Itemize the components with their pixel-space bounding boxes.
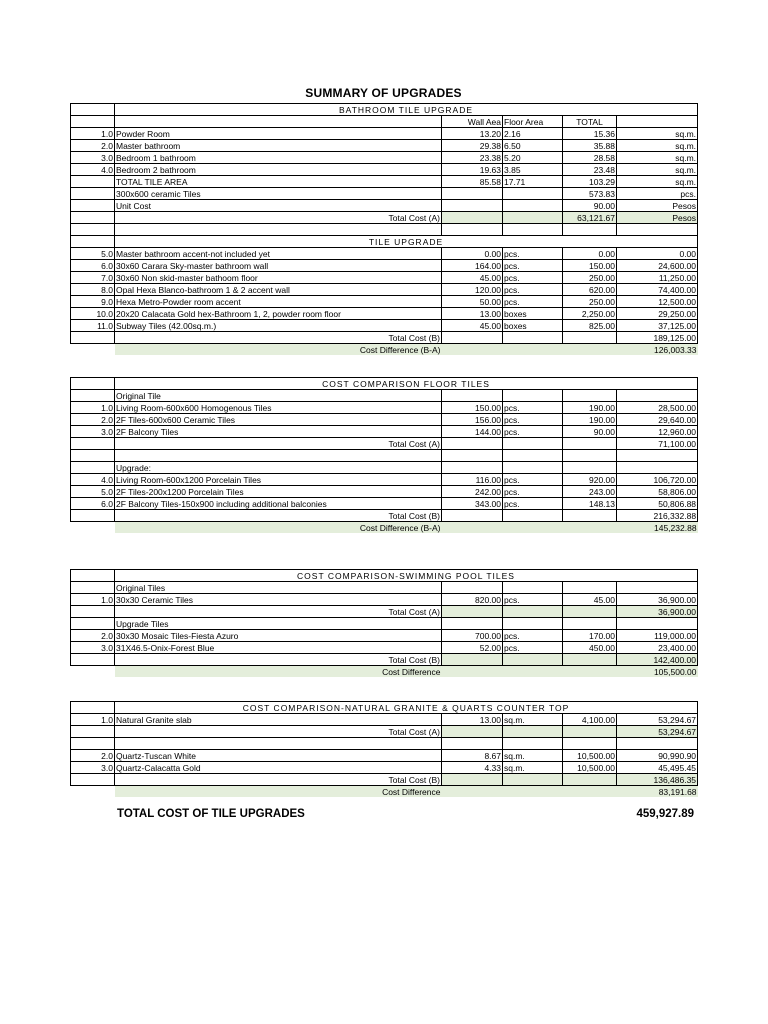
cell-amount: 11,250.00: [617, 272, 698, 284]
table-row: [71, 594, 698, 606]
cost-difference-value: 83,191.68: [617, 786, 698, 798]
cell-quantity: 343.00: [442, 498, 503, 510]
cell-unit-price: 2,250.00: [563, 308, 617, 320]
table-row: [71, 474, 698, 486]
table-row: [71, 320, 698, 332]
cell-unit: pcs.: [503, 486, 563, 498]
item-name: Quartz-Tuscan White: [115, 750, 442, 762]
cell-unit-price: 0.00: [563, 248, 617, 260]
cell-unit-price: 148.13: [563, 498, 617, 510]
table-row: [71, 402, 698, 414]
table-row: [71, 774, 698, 786]
cell-wall: 85.58: [442, 176, 503, 188]
cell-amount: 23,400.00: [617, 642, 698, 654]
cell-amount: 36,900.00: [617, 594, 698, 606]
cost-difference-row: [71, 786, 698, 798]
group-label: Upgrade Tiles: [115, 618, 442, 630]
total-cost-label: Total Cost (B): [115, 654, 442, 666]
cell-quantity: 156.00: [442, 414, 503, 426]
cell-total: 90.00: [563, 200, 617, 212]
table-row: [71, 272, 698, 284]
cell-amount: 0.00: [617, 248, 698, 260]
total-cost-value: 189,125.00: [617, 332, 698, 344]
item-number: 7.0: [71, 272, 115, 284]
total-cost-label: Total Cost (A): [115, 726, 442, 738]
cell-unit: Pesos: [617, 212, 698, 224]
cell-unit: pcs.: [503, 284, 563, 296]
cost-difference-row: [71, 666, 698, 678]
item-number: 3.0: [71, 426, 115, 438]
item-name: 2F Balcony Tiles-150x900 including additional balconies: [115, 498, 442, 510]
cell-quantity: 242.00: [442, 486, 503, 498]
group-label: Original Tile: [115, 390, 442, 402]
cell-unit: pcs.: [503, 260, 563, 272]
section-header: BATHROOM TILE UPGRADE: [115, 104, 698, 116]
cell-unit: sq.m.: [617, 176, 698, 188]
cell-unit-price: 243.00: [563, 486, 617, 498]
item-name: 2F Tiles-600x600 Ceramic Tiles: [115, 414, 442, 426]
cell-floor: 5.20: [503, 152, 563, 164]
cost-difference-label: Cost Difference: [115, 786, 442, 798]
item-number: 2.0: [71, 414, 115, 426]
section-header: COST COMPARISON FLOOR TILES: [115, 378, 698, 390]
item-number: 3.0: [71, 642, 115, 654]
cell-unit: sq.m.: [503, 750, 563, 762]
item-name: Hexa Metro-Powder room accent: [115, 296, 442, 308]
cell-unit: pcs.: [503, 248, 563, 260]
cell-amount: 45,495.45: [617, 762, 698, 774]
item-number: 4.0: [71, 164, 115, 176]
cell-total: 103.29: [563, 176, 617, 188]
cell-quantity: 13.00: [442, 308, 503, 320]
cell-unit: pcs.: [503, 594, 563, 606]
cell-unit: pcs.: [503, 402, 563, 414]
cell-unit: sq.m.: [617, 128, 698, 140]
cell-unit: sq.m.: [617, 152, 698, 164]
cell-unit: boxes: [503, 308, 563, 320]
cell-quantity: 0.00: [442, 248, 503, 260]
table-row: [71, 152, 698, 164]
cell-quantity: 45.00: [442, 320, 503, 332]
counter-top-table: [70, 701, 698, 797]
item-number: 1.0: [71, 402, 115, 414]
row-label: TOTAL TILE AREA: [115, 176, 442, 188]
table-row: [71, 726, 698, 738]
cell-quantity: 50.00: [442, 296, 503, 308]
column-header-total: TOTAL: [563, 116, 617, 128]
item-name: 30x30 Mosaic Tiles-Fiesta Azuro: [115, 630, 442, 642]
table-row: [71, 510, 698, 522]
floor-tiles-table: [70, 377, 698, 533]
item-number: 1.0: [71, 714, 115, 726]
cell-quantity: 116.00: [442, 474, 503, 486]
grand-total-label: TOTAL COST OF TILE UPGRADES: [117, 808, 305, 820]
item-number: 5.0: [71, 486, 115, 498]
cell-total: 15.36: [563, 128, 617, 140]
section-header: TILE UPGRADE: [115, 236, 698, 248]
item-name: 30x30 Ceramic Tiles: [115, 594, 442, 606]
cost-difference-row: [71, 522, 698, 534]
cell-amount: 28,500.00: [617, 402, 698, 414]
cell-unit: pcs.: [503, 474, 563, 486]
table-row: [71, 714, 698, 726]
cell-unit-price: 250.00: [563, 296, 617, 308]
table-row: [71, 630, 698, 642]
cell-unit: Pesos: [617, 200, 698, 212]
total-cost-label: Total Cost (B): [115, 774, 442, 786]
cost-difference-value: 145,232.88: [617, 522, 698, 534]
cell-quantity: 52.00: [442, 642, 503, 654]
cell-unit-price: 10,500.00: [563, 750, 617, 762]
column-header-wall: Wall Aea: [442, 116, 503, 128]
item-number: 3.0: [71, 762, 115, 774]
cell-unit-price: 450.00: [563, 642, 617, 654]
table-row: [71, 212, 698, 224]
cell-unit: sq.m.: [503, 762, 563, 774]
cell-amount: 12,960.00: [617, 426, 698, 438]
cell-unit-price: 620.00: [563, 284, 617, 296]
table-row: [71, 750, 698, 762]
table-row: [71, 642, 698, 654]
table-row: [71, 332, 698, 344]
cell-unit-price: 920.00: [563, 474, 617, 486]
cell-floor: 6.50: [503, 140, 563, 152]
table-row: [71, 164, 698, 176]
item-name: Opal Hexa Blanco-bathroom 1 & 2 accent wall: [115, 284, 442, 296]
item-name: Living Room-600x600 Homogenous Tiles: [115, 402, 442, 414]
cell-unit: sq.m.: [617, 164, 698, 176]
cell-quantity: 4.33: [442, 762, 503, 774]
cell-amount: 12,500.00: [617, 296, 698, 308]
item-name: 30x60 Non skid-master bathoom floor: [115, 272, 442, 284]
cell-total: 23.48: [563, 164, 617, 176]
cell-quantity: 120.00: [442, 284, 503, 296]
table-row: [71, 260, 698, 272]
item-name: Master bathroom accent-not included yet: [115, 248, 442, 260]
cell-amount: 119,000.00: [617, 630, 698, 642]
total-cost-value: 136,486.35: [617, 774, 698, 786]
item-number: 1.0: [71, 128, 115, 140]
row-label: 300x600 ceramic Tiles: [115, 188, 442, 200]
total-cost-value: 71,100.00: [617, 438, 698, 450]
cell-unit-price: 4,100.00: [563, 714, 617, 726]
table-row: [71, 426, 698, 438]
item-name: 20x20 Calacata Gold hex-Bathroom 1, 2, powder room floor: [115, 308, 442, 320]
cost-difference-row: [71, 344, 698, 356]
cell-wall: 19.63: [442, 164, 503, 176]
cell-quantity: 820.00: [442, 594, 503, 606]
item-name: 30x60 Carara Sky-master bathroom wall: [115, 260, 442, 272]
cell-floor: 17.71: [503, 176, 563, 188]
page-title: SUMMARY OF UPGRADES: [305, 86, 462, 100]
item-name: Bedroom 2 bathroom: [115, 164, 442, 176]
total-cost-label: Total Cost (B): [115, 510, 442, 522]
cell-total: 573.83: [563, 188, 617, 200]
table-row: [71, 284, 698, 296]
cell-quantity: 13.00: [442, 714, 503, 726]
section-header: COST COMPARISON-SWIMMING POOL TILES: [115, 570, 698, 582]
item-number: 6.0: [71, 260, 115, 272]
item-number: 10.0: [71, 308, 115, 320]
cell-unit: pcs.: [617, 188, 698, 200]
cell-unit-price: 170.00: [563, 630, 617, 642]
total-cost-label: Total Cost (A): [115, 438, 442, 450]
column-header-floor: Floor Area: [503, 116, 563, 128]
cell-floor: 3.85: [503, 164, 563, 176]
item-name: Bedroom 1 bathroom: [115, 152, 442, 164]
cell-wall: 23.38: [442, 152, 503, 164]
item-name: Natural Granite slab: [115, 714, 442, 726]
cost-difference-label: Cost Difference: [115, 666, 442, 678]
total-cost-value: 63,121.67: [563, 212, 617, 224]
cell-total: 28.58: [563, 152, 617, 164]
row-label: Unit Cost: [115, 200, 442, 212]
cell-amount: 29,640.00: [617, 414, 698, 426]
table-row: [71, 308, 698, 320]
cost-difference-value: 126,003.33: [617, 344, 698, 356]
cell-amount: 50,806.88: [617, 498, 698, 510]
total-cost-label: Total Cost (A): [115, 606, 442, 618]
item-number: 3.0: [71, 152, 115, 164]
bathroom-tile-table: [70, 103, 698, 355]
total-cost-value: 53,294.67: [617, 726, 698, 738]
spacer-cell: [71, 104, 115, 116]
total-cost-value: 142,400.00: [617, 654, 698, 666]
cell-floor: 2.16: [503, 128, 563, 140]
item-number: 9.0: [71, 296, 115, 308]
cell-unit: pcs.: [503, 414, 563, 426]
cell-total: 35.88: [563, 140, 617, 152]
grand-total-value: 459,927.89: [636, 808, 694, 820]
cell-quantity: 164.00: [442, 260, 503, 272]
item-number: 2.0: [71, 630, 115, 642]
item-number: 2.0: [71, 140, 115, 152]
table-row: [71, 498, 698, 510]
cell-unit-price: 90.00: [563, 426, 617, 438]
cell-quantity: 144.00: [442, 426, 503, 438]
table-row: [71, 248, 698, 260]
item-name: Master bathroom: [115, 140, 442, 152]
cell-amount: 106,720.00: [617, 474, 698, 486]
item-name: Powder Room: [115, 128, 442, 140]
cell-amount: 24,600.00: [617, 260, 698, 272]
item-name: Living Room-600x1200 Porcelain Tiles: [115, 474, 442, 486]
cell-amount: 53,294.67: [617, 714, 698, 726]
cell-amount: 58,806.00: [617, 486, 698, 498]
cell-unit: pcs.: [503, 272, 563, 284]
cell-quantity: 8.67: [442, 750, 503, 762]
cell-quantity: 150.00: [442, 402, 503, 414]
total-cost-label: Total Cost (B): [115, 332, 442, 344]
cell-unit-price: 825.00: [563, 320, 617, 332]
cell-unit: pcs.: [503, 642, 563, 654]
table-row: [71, 188, 698, 200]
table-row: [71, 654, 698, 666]
item-name: 2F Tiles-200x1200 Porcelain Tiles: [115, 486, 442, 498]
item-number: 1.0: [71, 594, 115, 606]
cell-unit: pcs.: [503, 296, 563, 308]
item-number: 5.0: [71, 248, 115, 260]
item-number: 2.0: [71, 750, 115, 762]
cell-unit-price: 150.00: [563, 260, 617, 272]
table-row: [71, 296, 698, 308]
cell-unit-price: 190.00: [563, 414, 617, 426]
cell-unit: pcs.: [503, 498, 563, 510]
cell-quantity: 700.00: [442, 630, 503, 642]
cell-amount: 29,250.00: [617, 308, 698, 320]
cell-unit-price: 250.00: [563, 272, 617, 284]
cost-difference-label: Cost Difference (B-A): [115, 344, 442, 356]
cell-unit-price: 45.00: [563, 594, 617, 606]
cell-unit: sq.m.: [503, 714, 563, 726]
item-number: 11.0: [71, 320, 115, 332]
table-row: [71, 606, 698, 618]
group-label: Upgrade:: [115, 462, 442, 474]
cell-amount: 37,125.00: [617, 320, 698, 332]
table-row: [71, 414, 698, 426]
item-number: 8.0: [71, 284, 115, 296]
table-row: [71, 762, 698, 774]
cell-unit-price: 10,500.00: [563, 762, 617, 774]
cell-unit: sq.m.: [617, 140, 698, 152]
table-row: [71, 128, 698, 140]
total-cost-value: 36,900.00: [617, 606, 698, 618]
pool-tiles-table: [70, 569, 698, 677]
table-row: [71, 140, 698, 152]
cost-difference-label: Cost Difference (B-A): [115, 522, 442, 534]
table-row: [71, 176, 698, 188]
table-row: [71, 438, 698, 450]
item-number: 6.0: [71, 498, 115, 510]
cell-unit: pcs.: [503, 426, 563, 438]
cell-wall: 29.38: [442, 140, 503, 152]
item-name: 2F Balcony Tiles: [115, 426, 442, 438]
cell-amount: 90,990.90: [617, 750, 698, 762]
table-row: [71, 200, 698, 212]
group-label: Original Tiles: [115, 582, 442, 594]
cell-unit: boxes: [503, 320, 563, 332]
total-cost-label: Total Cost (A): [115, 212, 442, 224]
item-name: 31X46.5-Onix-Forest Blue: [115, 642, 442, 654]
cell-amount: 74,400.00: [617, 284, 698, 296]
cell-quantity: 45.00: [442, 272, 503, 284]
item-name: Quartz-Calacatta Gold: [115, 762, 442, 774]
section-header: COST COMPARISON-NATURAL GRANITE & QUARTS COUNTER TOP: [115, 702, 698, 714]
cell-unit: pcs.: [503, 630, 563, 642]
cell-unit-price: 190.00: [563, 402, 617, 414]
table-row: [71, 486, 698, 498]
grand-total: [70, 808, 697, 824]
total-cost-value: 216,332.88: [617, 510, 698, 522]
item-number: 4.0: [71, 474, 115, 486]
cell-wall: 13.20: [442, 128, 503, 140]
item-name: Subway Tiles (42.00sq.m.): [115, 320, 442, 332]
cost-difference-value: 105,500.00: [617, 666, 698, 678]
